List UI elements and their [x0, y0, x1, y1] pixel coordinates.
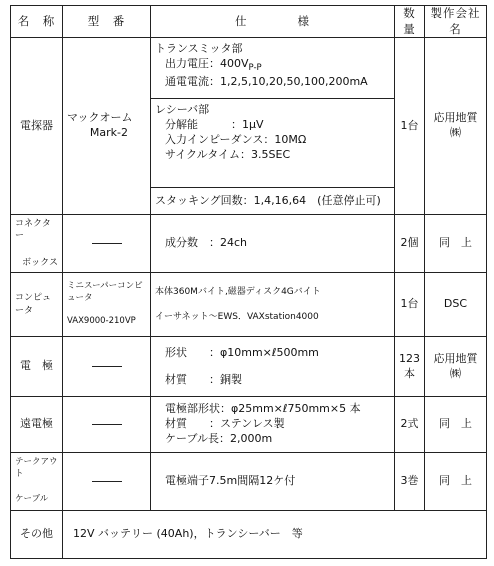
- row-model: ミニスーパーコンピュータ VAX9000-210VP: [63, 273, 151, 337]
- header-row: [11, 6, 487, 38]
- row-maker: DSC: [425, 273, 487, 337]
- equipment-spec-table: [10, 5, 487, 559]
- rx-cycle: サイクルタイム：3.5SEC: [165, 147, 291, 161]
- tx-voltage: 出力電圧：$400V_{P-P}$: [165, 56, 262, 74]
- tx-current: 通電電流：1,2,5,10,20,50,100,200mA: [165, 74, 368, 88]
- row-name: 電探器: [11, 38, 63, 215]
- row-name: 電 極: [11, 337, 63, 397]
- rx-title: レシーバ部: [155, 103, 210, 117]
- row-model: [63, 337, 151, 397]
- row-spec: 成分数 ：24ch: [151, 215, 395, 273]
- table-row: [11, 511, 487, 559]
- row-qty: 2個: [395, 215, 425, 273]
- row-spec: [151, 38, 395, 215]
- header-spec: 仕 様: [151, 6, 395, 38]
- stacking: スタッキング回数：1,4,16,64 (任意停止可): [155, 194, 381, 208]
- table-row: [11, 273, 487, 337]
- row-spec: 電極部形状：φ25mm×ℓ750mm×5 本 材質 ：ステンレス製 ケーブル長：2,000m: [151, 397, 395, 453]
- row-model: [63, 38, 151, 215]
- header-maker: 製作会社名: [425, 6, 487, 38]
- row-name: コネクター ボックス: [11, 215, 63, 273]
- row-maker: 同 上: [425, 397, 487, 453]
- table-row: [11, 453, 487, 511]
- model-line: マックオーム: [67, 111, 133, 125]
- row-name: その他: [11, 511, 63, 559]
- row-model: [63, 215, 151, 273]
- table-row: [11, 337, 487, 397]
- row-maker: 同 上: [425, 453, 487, 511]
- row-name: テークアウト ケーブル: [11, 453, 63, 511]
- row-name: コンピュータ: [11, 273, 63, 337]
- row-name: 遠電極: [11, 397, 63, 453]
- rx-resolution: 分解能 ：1μV: [165, 117, 264, 131]
- row-model: [63, 397, 151, 453]
- row-qty: 123 本: [395, 337, 425, 397]
- row-spec: 12V バッテリー (40Ah)，トランシーバー 等: [63, 511, 487, 559]
- dash-mark: [92, 243, 122, 244]
- row-spec: 形状 ：φ10mm×ℓ500mm 材質 ：銅製: [151, 337, 395, 397]
- table-row: [11, 38, 487, 215]
- row-model: [63, 453, 151, 511]
- dash-mark: [92, 366, 122, 367]
- row-spec: 電極端子7.5m間隔12ケ付: [151, 453, 395, 511]
- table-row: [11, 215, 487, 273]
- header-name: 名 称: [11, 6, 63, 38]
- row-qty: 2式: [395, 397, 425, 453]
- table-row: [11, 397, 487, 453]
- row-qty: 1台: [395, 38, 425, 215]
- row-qty: 3巻: [395, 453, 425, 511]
- header-model: 型 番: [63, 6, 151, 38]
- row-maker: 応用地質㈱: [425, 337, 487, 397]
- rx-impedance: 入力インピーダンス：10MΩ: [165, 132, 307, 146]
- dash-mark: [92, 481, 122, 482]
- header-qty: 数量: [395, 6, 425, 38]
- model-line: Mark-2: [89, 126, 128, 140]
- row-spec: 本体360Mバイト,磁器ディスク4Gバイト イーサネット～EWS．VAXstation4000: [151, 273, 395, 337]
- row-maker: 同 上: [425, 215, 487, 273]
- row-maker: 応用地質㈱: [425, 38, 487, 215]
- dash-mark: [92, 424, 122, 425]
- row-qty: 1台: [395, 273, 425, 337]
- tx-title: トランスミッタ部: [155, 42, 243, 56]
